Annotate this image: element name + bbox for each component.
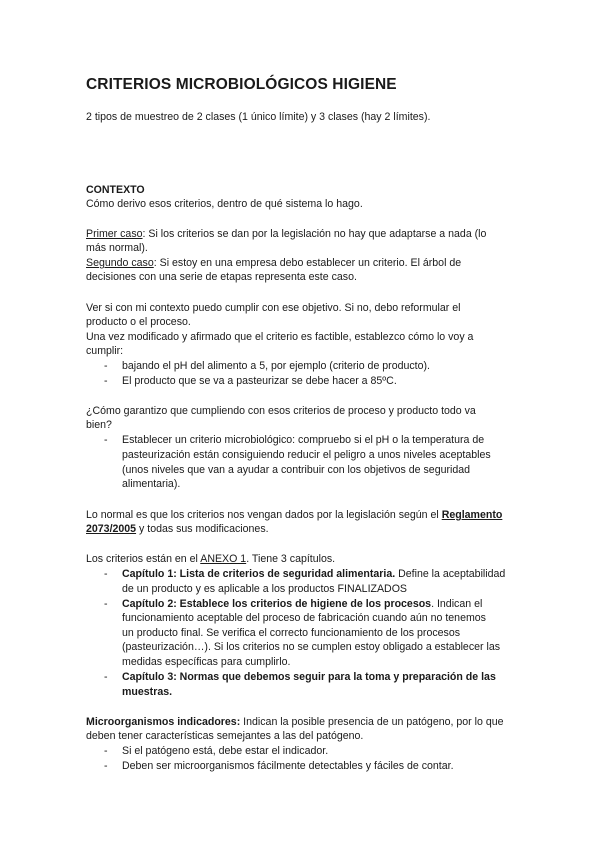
list-item: El producto que se va a pasteurizar se debe hacer a 85ºC. (122, 375, 397, 387)
capitulo-1-text: Define la aceptabilidad (395, 568, 506, 580)
primer-caso-label: Primer caso (86, 228, 143, 240)
page-title: CRITERIOS MICROBIOLÓGICOS HIGIENE (86, 76, 397, 93)
list-item: Deben ser microorganismos fácilmente detectables y fáciles de contar. (122, 760, 454, 772)
micro-line (86, 715, 504, 729)
para2-line-1: Ver si con mi contexto puedo cumplir con ese objetivo. Si no, debo reformular el (86, 302, 461, 314)
capitulo-2-line-5: medidas específicas para cumplirlo. (122, 656, 291, 668)
micro-line-2: deben tener características semejantes a las del patógeno. (86, 730, 364, 742)
bullet-dash: - (104, 434, 108, 446)
para2-line-2: producto o el proceso. (86, 316, 191, 328)
para3-line-1: ¿Cómo garantizo que cumpliendo con esos criterios de proceso y producto todo va (86, 405, 476, 417)
micro-text: Indican la posible presencia de un patógeno, por lo que (240, 716, 504, 728)
list-item: Si el patógeno está, debe estar el indicador. (122, 745, 329, 757)
para4-text-2: y todas sus modificaciones. (136, 523, 269, 535)
bullet-dash: - (104, 568, 108, 580)
capitulo-2-line-2: funcionamiento aceptable del proceso de fabricación cuando aún no tenemos (122, 612, 486, 624)
segundo-caso-text: : Si estoy en una empresa debo establecer un criterio. El árbol de (153, 257, 462, 269)
list-item: Establecer un criterio microbiológico: compruebo si el pH o la temperatura de (122, 434, 485, 446)
bullet-dash: - (104, 598, 108, 610)
para2-line-4: cumplir: (86, 345, 124, 357)
anexo-link: ANEXO 1 (200, 553, 247, 565)
bullet-dash: - (104, 760, 108, 772)
segundo-caso-label: Segundo caso (86, 257, 154, 269)
bullet-dash: - (104, 375, 108, 387)
capitulo-1-line (122, 567, 505, 581)
anexo-pre: Los criterios están en el (86, 553, 201, 565)
section-heading-contexto: CONTEXTO (86, 184, 145, 196)
capitulo-2-title: Capítulo 2: Establece los criterios de higiene de los procesos (122, 598, 432, 610)
list-item-continuation: pasteurización están consiguiendo reducir el peligro a unos niveles aceptables (122, 449, 491, 461)
segundo-caso-line (86, 256, 461, 270)
reglamento-number-link: 2073/2005 (86, 523, 137, 535)
bullet-dash: - (104, 745, 108, 757)
capitulo-3-title: Capítulo 3: Normas que debemos seguir para la toma y preparación de las (122, 671, 496, 683)
capitulo-1-line-2: de un producto y es aplicable a los productos FINALIZADOS (122, 583, 408, 595)
anexo-line (86, 552, 335, 566)
capitulo-2-line (122, 597, 482, 611)
primer-caso-line (86, 227, 486, 241)
list-item-continuation: alimentaria). (122, 478, 181, 490)
para4-text: Lo normal es que los criterios nos vengan dados por la legislación según el (86, 509, 442, 521)
capitulo-3-title-2: muestras. (122, 686, 173, 698)
capitulo-2-line-4: (pasteurización…). Si los criterios no se cumplen estoy obligado a establecer las (122, 641, 501, 653)
list-item: bajando el pH del alimento a 5, por ejemplo (criterio de producto). (122, 360, 430, 372)
bullet-dash: - (104, 360, 108, 372)
contexto-line: Cómo derivo esos criterios, dentro de qué sistema lo hago. (86, 198, 363, 210)
para4-line-1 (86, 508, 502, 522)
para4-line-2 (86, 522, 269, 536)
segundo-caso-line-2: decisiones con una serie de etapas representa este caso. (86, 271, 357, 283)
anexo-post: . Tiene 3 capítulos. (246, 553, 336, 565)
list-item-continuation: (unos niveles que van a ayudar a contribuir con los objetivos de seguridad (122, 464, 471, 476)
primer-caso-line-2: más normal). (86, 242, 148, 254)
micro-title: Microorganismos indicadores: (86, 716, 241, 728)
bullet-dash: - (104, 671, 108, 683)
reglamento-link: Reglamento (441, 509, 503, 521)
para3-line-2: bien? (86, 419, 112, 431)
capitulo-2-text: . Indican el (431, 598, 483, 610)
primer-caso-text: : Si los criterios se dan por la legislación no hay que adaptarse a nada (lo (142, 228, 487, 240)
capitulo-1-title: Capítulo 1: Lista de criterios de seguridad alimentaria. (122, 568, 396, 580)
capitulo-2-line-3: un producto final. Se verifica el correcto funcionamiento de los procesos (122, 627, 461, 639)
intro-text: 2 tipos de muestreo de 2 clases (1 único límite) y 3 clases (hay 2 límites). (86, 111, 431, 123)
para2-line-3: Una vez modificado y afirmado que el criterio es factible, establezco cómo lo voy a (86, 331, 474, 343)
